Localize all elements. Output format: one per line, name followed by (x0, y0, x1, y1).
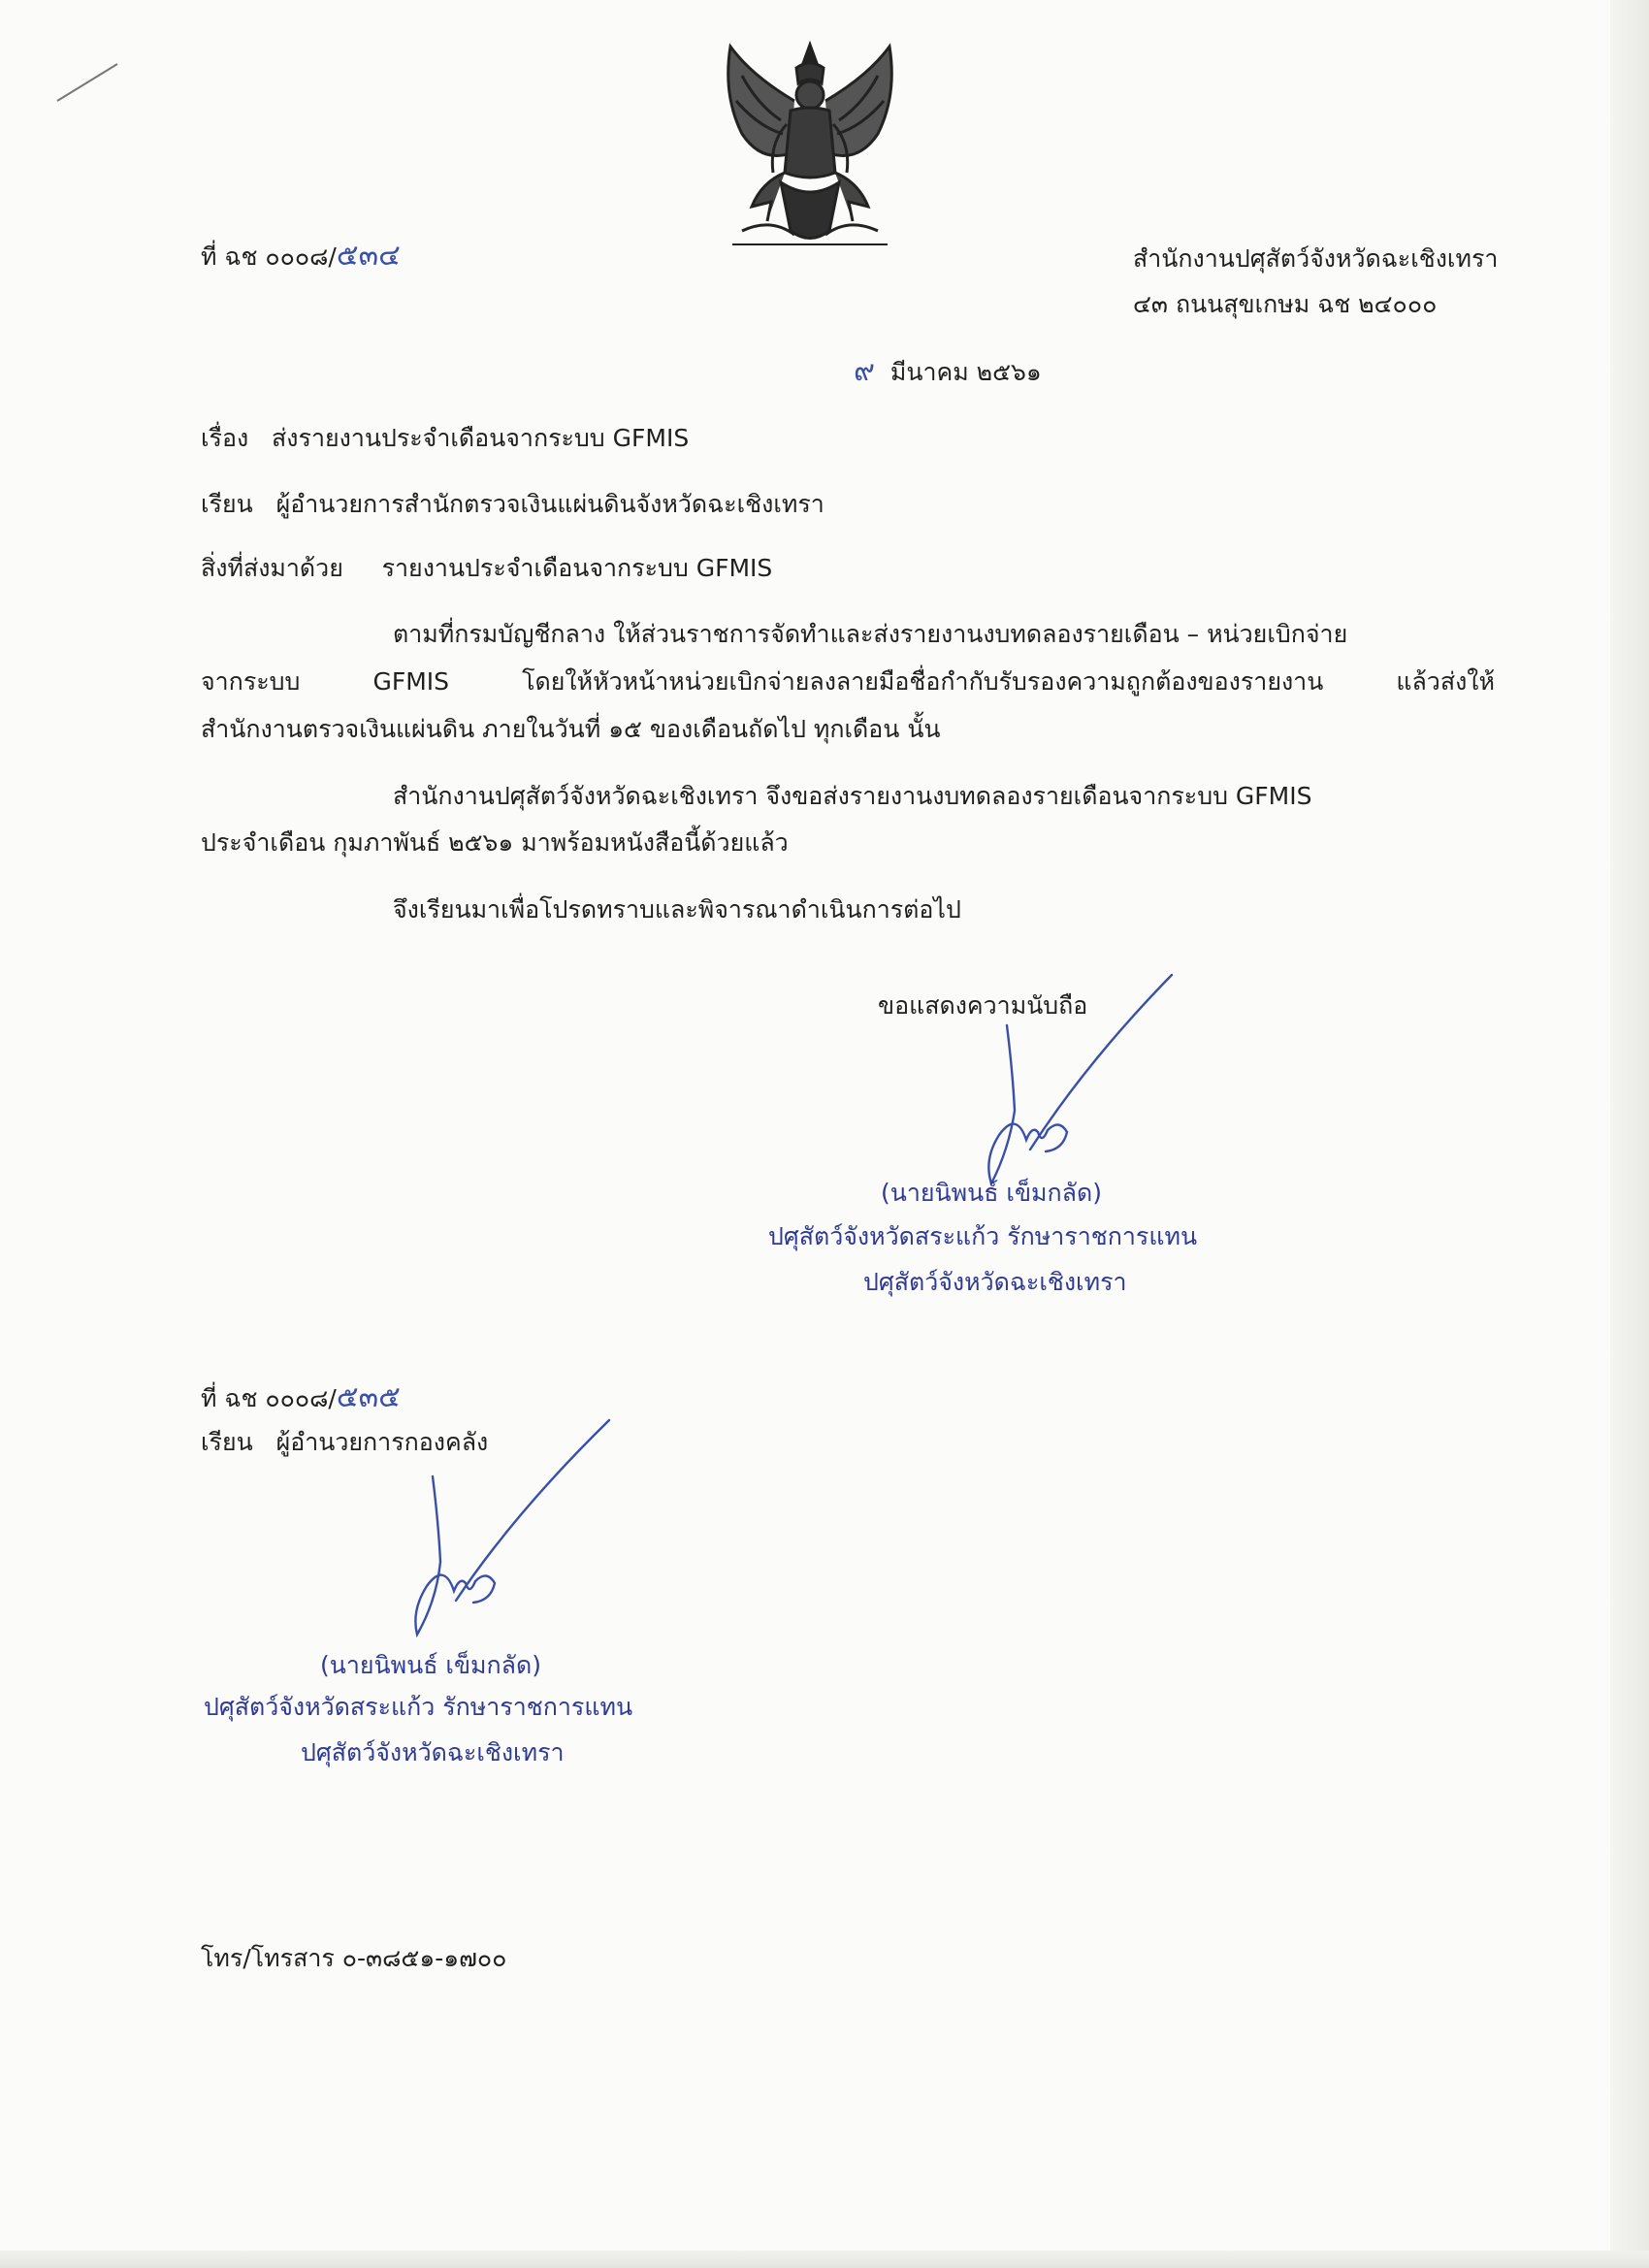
letter-date: ๙ มีนาคม ๒๕๖๑ (854, 354, 1042, 388)
closing-request: จึงเรียนมาเพื่อโปรดทราบและพิจารณาดำเนินการต่อไป (393, 895, 961, 923)
contact-line: โทร/โทรสาร ๐-๓๘๕๑-๑๗๐๐ (201, 1944, 507, 1972)
page-edge (1610, 0, 1649, 2268)
endorsement-recipient: เรียน ผู้อำนวยการกองคลัง (201, 1428, 489, 1456)
recipient-line: เรียน ผู้อำนวยการสำนักตรวจเงินแผ่นดินจังหวัดฉะเชิงเทรา (201, 490, 824, 518)
signature-2 (398, 1416, 621, 1649)
enclosure-line: สิ่งที่ส่งมาด้วย รายงานประจำเดือนจากระบบ GFMIS (201, 554, 773, 582)
signer-name-2: (นายนิพนธ์ เข็มกลัด) (320, 1651, 541, 1679)
signer-title-2b: ปศุสัตว์จังหวัดฉะเชิงเทรา (301, 1738, 565, 1766)
handwritten-endorsement-number: ๕๓๕ (336, 1380, 401, 1414)
subject-line: เรื่อง ส่งรายงานประจำเดือนจากระบบ GFMIS (201, 424, 690, 452)
salutation: ขอแสดงความนับถือ (878, 991, 1088, 1020)
handwritten-ref-number: ๕๓๔ (336, 239, 401, 273)
paragraph-2-line-1: สำนักงานปศุสัตว์จังหวัดฉะเชิงเทรา จึงขอส่งรายงานงบทดลองรายเดือนจากระบบ GFMIS (393, 782, 1312, 810)
paragraph-1-line-3: สำนักงานตรวจเงินแผ่นดิน ภายในวันที่ ๑๕ ของเดือนถัดไป ทุกเดือน นั้น (201, 715, 941, 743)
paragraph-1-line-1: ตามที่กรมบัญชีกลาง ให้ส่วนราชการจัดทำและส่งรายงานงบทดลองรายเดือน – หน่วยเบิกจ่าย (393, 620, 1348, 648)
endorsement-reference: ที่ ฉช ๐๐๐๘/๕๓๕ (201, 1380, 401, 1414)
signer-name-1: (นายนิพนธ์ เข็มกลัด) (881, 1179, 1102, 1207)
paragraph-2-line-2: ประจำเดือน กุมภาพันธ์ ๒๕๖๑ มาพร้อมหนังสือนี้ด้วยแล้ว (201, 828, 789, 857)
page-edge-bottom (0, 2251, 1649, 2268)
handwritten-date-day: ๙ (854, 354, 875, 388)
pen-mark (53, 58, 121, 107)
signature-1 (970, 965, 1193, 1198)
office-name: สำนักงานปศุสัตว์จังหวัดฉะเชิงเทรา (1133, 244, 1499, 273)
garuda-emblem (713, 37, 907, 255)
reference-number: ที่ ฉช ๐๐๐๘/๕๓๔ (201, 239, 401, 273)
signer-title-2a: ปศุสัตว์จังหวัดสระแก้ว รักษาราชการแทน (204, 1693, 633, 1721)
signer-title-1a: ปศุสัตว์จังหวัดสระแก้ว รักษาราชการแทน (768, 1222, 1198, 1250)
office-address: ๔๓ ถนนสุขเกษม ฉช ๒๔๐๐๐ (1133, 290, 1438, 318)
signer-title-1b: ปศุสัตว์จังหวัดฉะเชิงเทรา (863, 1268, 1127, 1296)
paragraph-1-line-2: จากระบบ GFMIS โดยให้หัวหน้าหน่วยเบิกจ่ายลงลายมือชื่อกำกับรับรองความถูกต้องของรายงาน แล้วส่งให้ (201, 667, 1495, 696)
